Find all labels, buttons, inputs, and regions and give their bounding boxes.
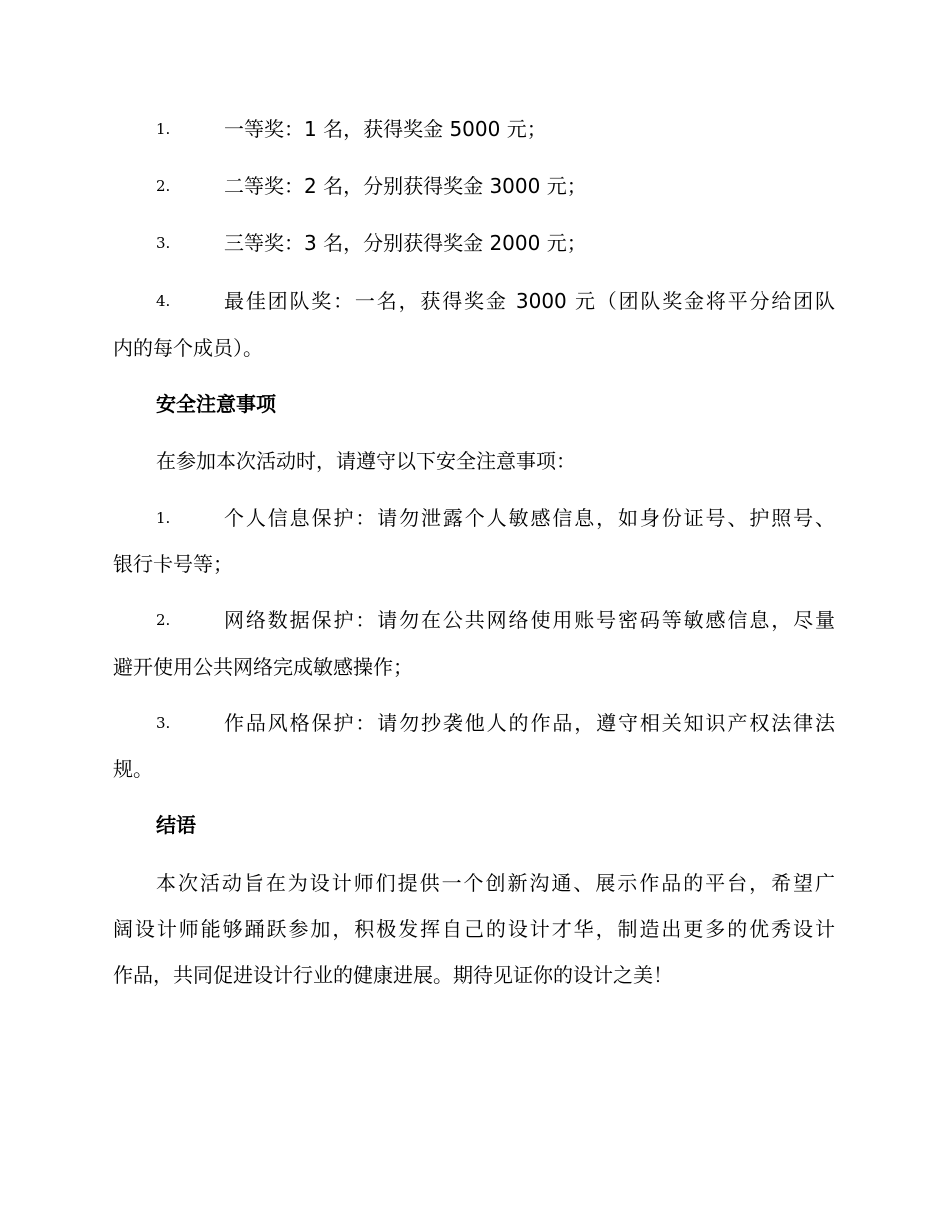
paragraph-text: 在参加本次活动时，请遵守以下安全注意事项：: [156, 449, 576, 473]
list-item-text: 最佳团队奖：一名，获得奖金 3000 元（团队奖金将平分给团队: [224, 289, 835, 313]
list-item-text: 一等奖：1 名，获得奖金 5000 元；: [224, 117, 547, 141]
list-number: 2.: [156, 177, 171, 195]
paragraph-text: 本次活动旨在为设计师们提供一个创新沟通、展示作品的平台，希望广: [156, 871, 835, 895]
list-item-continuation: 避开使用公共网络完成敏感操作；: [113, 655, 413, 679]
list-number: 2.: [156, 611, 171, 629]
paragraph-text: 作品，共同促进设计行业的健康进展。期待见证你的设计之美！: [113, 963, 673, 987]
list-item-continuation: 银行卡号等；: [113, 552, 233, 576]
list-number: 1.: [156, 120, 171, 138]
list-item-continuation: 内的每个成员）。: [113, 336, 263, 360]
list-number: 3.: [156, 714, 171, 732]
list-item-text: 个人信息保护：请勿泄露个人敏感信息，如身份证号、护照号、: [224, 506, 835, 530]
list-number: 3.: [156, 234, 171, 252]
paragraph-text: 阔设计师能够踊跃参加，积极发挥自己的设计才华，制造出更多的优秀设计: [113, 917, 835, 941]
list-item-text: 二等奖：2 名，分别获得奖金 3000 元；: [224, 174, 587, 198]
heading-text: 安全注意事项: [156, 392, 276, 416]
list-item-text: 网络数据保护：请勿在公共网络使用账号密码等敏感信息，尽量: [224, 608, 835, 632]
heading-text: 结语: [156, 813, 196, 837]
list-item-text: 作品风格保护：请勿抄袭他人的作品，遵守相关知识产权法律法: [224, 711, 835, 735]
list-item-text: 三等奖：3 名，分别获得奖金 2000 元；: [224, 231, 587, 255]
list-number: 1.: [156, 509, 171, 527]
list-number: 4.: [156, 292, 171, 310]
list-item-continuation: 规。: [113, 757, 153, 781]
